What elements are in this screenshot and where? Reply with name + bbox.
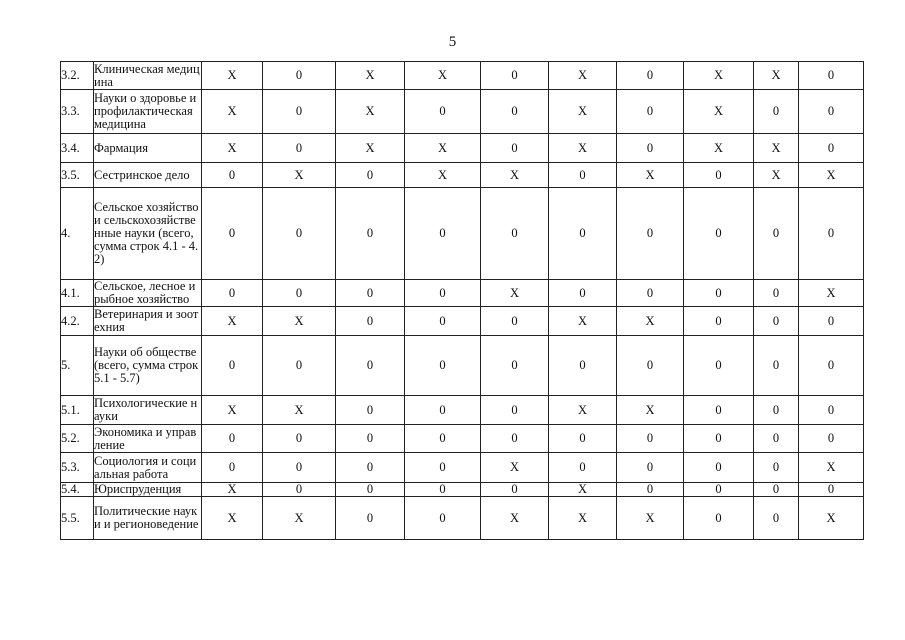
value-cell: 0 [202,280,263,307]
value-cell: 0 [684,188,754,280]
value-cell: 0 [405,90,481,134]
value-cell: X [202,90,263,134]
value-cell: 0 [481,188,549,280]
value-cell: 0 [481,396,549,425]
value-cell: X [202,62,263,90]
value-cell: 0 [336,163,405,188]
row-name-cell: Науки об обществе (всего, сумма строк 5.1 - 5.7) [94,336,202,396]
value-cell: X [405,62,481,90]
table-row [61,134,864,163]
row-number-cell: 5.4. [61,483,94,497]
value-cell: 0 [405,280,481,307]
value-cell: 0 [549,425,617,453]
value-cell: X [202,483,263,497]
row-name-cell: Сельское, лесное и рыбное хозяйство [94,280,202,307]
value-cell: 0 [617,336,684,396]
table-body [61,62,864,540]
row-name-cell: Фармация [94,134,202,163]
value-cell: 0 [617,62,684,90]
value-cell: 0 [684,453,754,483]
row-number-cell: 3.2. [61,62,94,90]
row-name-cell: Психологические науки [94,396,202,425]
value-cell: 0 [549,163,617,188]
row-number-cell: 5.1. [61,396,94,425]
value-cell: X [263,163,336,188]
row-number-cell: 5.2. [61,425,94,453]
value-cell: X [549,497,617,540]
value-cell: X [754,134,799,163]
table-row [61,280,864,307]
table-row [61,425,864,453]
value-cell: X [202,396,263,425]
value-cell: 0 [336,497,405,540]
value-cell: 0 [202,163,263,188]
value-cell: X [481,163,549,188]
value-cell: 0 [799,90,864,134]
table-row [61,62,864,90]
value-cell: X [405,134,481,163]
value-cell: 0 [405,453,481,483]
value-cell: 0 [617,134,684,163]
row-name-cell: Сестринское дело [94,163,202,188]
value-cell: 0 [263,188,336,280]
value-cell: X [336,134,405,163]
value-cell: 0 [336,483,405,497]
table-row [61,336,864,396]
value-cell: 0 [336,396,405,425]
value-cell: X [336,90,405,134]
value-cell: 0 [684,396,754,425]
row-number-cell: 4.1. [61,280,94,307]
value-cell: 0 [754,90,799,134]
value-cell: 0 [617,453,684,483]
value-cell: 0 [549,188,617,280]
row-name-cell: Экономика и управление [94,425,202,453]
table-row [61,497,864,540]
table-row [61,483,864,497]
row-name-cell: Политические науки и регионоведение [94,497,202,540]
value-cell: X [617,497,684,540]
table-row [61,453,864,483]
value-cell: X [263,396,336,425]
value-cell: 0 [336,307,405,336]
value-cell: 0 [549,280,617,307]
value-cell: X [481,497,549,540]
row-name-cell: Социология и социальная работа [94,453,202,483]
value-cell: X [549,62,617,90]
value-cell: 0 [263,134,336,163]
value-cell: 0 [336,188,405,280]
value-cell: 0 [617,188,684,280]
row-number-cell: 5.5. [61,497,94,540]
value-cell: 0 [405,497,481,540]
value-cell: 0 [754,336,799,396]
value-cell: 0 [549,336,617,396]
value-cell: 0 [617,425,684,453]
value-cell: 0 [754,483,799,497]
value-cell: 0 [481,62,549,90]
value-cell: X [617,307,684,336]
value-cell: X [481,280,549,307]
value-cell: 0 [799,307,864,336]
row-number-cell: 5.3. [61,453,94,483]
value-cell: X [481,453,549,483]
value-cell: 0 [405,336,481,396]
row-name-cell: Клиническая медицина [94,61,200,89]
value-cell: 0 [405,396,481,425]
value-cell: 0 [481,336,549,396]
value-cell: 0 [336,425,405,453]
value-cell: 0 [336,280,405,307]
data-table [60,61,864,540]
row-number-cell: 4. [61,188,94,280]
value-cell: 0 [684,280,754,307]
value-cell: 0 [799,62,864,90]
value-cell: 0 [754,425,799,453]
value-cell: 0 [684,307,754,336]
value-cell: X [549,90,617,134]
value-cell: 0 [799,396,864,425]
value-cell: X [799,497,864,540]
value-cell: 0 [263,425,336,453]
value-cell: 0 [799,188,864,280]
page-number: 5 [448,34,457,50]
value-cell: X [549,134,617,163]
value-cell: 0 [617,483,684,497]
value-cell: 0 [754,188,799,280]
value-cell: 0 [799,134,864,163]
value-cell: X [202,307,263,336]
value-cell: 0 [754,280,799,307]
row-name-cell: Сельское хозяйство и сельскохозяйственные науки (всего, сумма строк 4.1 - 4.2) [94,188,202,280]
value-cell: 0 [617,280,684,307]
value-cell: X [754,163,799,188]
value-cell: 0 [405,188,481,280]
value-cell: 0 [481,134,549,163]
value-cell: X [336,62,405,90]
value-cell: 0 [549,453,617,483]
value-cell: 0 [684,425,754,453]
value-cell: 0 [684,336,754,396]
row-number-cell: 3.4. [61,134,94,163]
value-cell: 0 [754,497,799,540]
value-cell: 0 [202,425,263,453]
value-cell: X [549,396,617,425]
value-cell: 0 [684,483,754,497]
value-cell: 0 [263,280,336,307]
value-cell: 0 [799,425,864,453]
value-cell: 0 [336,453,405,483]
value-cell: 0 [684,497,754,540]
table-row [61,396,864,425]
table-row [61,163,864,188]
value-cell: 0 [202,336,263,396]
value-cell: 0 [202,453,263,483]
row-name-cell: Юриспруденция [94,483,202,497]
value-cell: 0 [263,90,336,134]
value-cell: 0 [405,483,481,497]
value-cell: X [263,307,336,336]
row-number-cell: 3.3. [61,90,94,134]
table-row [61,90,864,134]
value-cell: X [549,483,617,497]
value-cell: 0 [263,483,336,497]
value-cell: X [754,62,799,90]
row-name-cell: Ветеринария и зоотехния [94,307,202,336]
row-number-cell: 5. [61,336,94,396]
value-cell: 0 [481,90,549,134]
value-cell: 0 [263,336,336,396]
value-cell: 0 [263,453,336,483]
value-cell: X [799,163,864,188]
value-cell: 0 [202,188,263,280]
value-cell: X [684,90,754,134]
value-cell: 0 [481,483,549,497]
value-cell: 0 [405,425,481,453]
row-number-cell: 3.5. [61,163,94,188]
value-cell: X [549,307,617,336]
value-cell: 0 [336,336,405,396]
value-cell: 0 [684,163,754,188]
value-cell: X [684,134,754,163]
value-cell: 0 [799,336,864,396]
value-cell: 0 [263,62,336,90]
value-cell: X [799,280,864,307]
value-cell: 0 [754,307,799,336]
value-cell: 0 [481,425,549,453]
value-cell: 0 [754,453,799,483]
row-number-cell: 4.2. [61,307,94,336]
value-cell: X [202,134,263,163]
value-cell: X [799,453,864,483]
value-cell: X [617,163,684,188]
value-cell: X [684,62,754,90]
value-cell: 0 [617,90,684,134]
value-cell: 0 [405,307,481,336]
value-cell: 0 [754,396,799,425]
value-cell: X [617,396,684,425]
value-cell: 0 [481,307,549,336]
value-cell: X [263,497,336,540]
value-cell: X [405,163,481,188]
table-row [61,188,864,280]
value-cell: 0 [799,483,864,497]
value-cell: X [202,497,263,540]
row-name-cell: Науки о здоровье и профилактическая медицина [94,90,202,134]
table-row [61,307,864,336]
